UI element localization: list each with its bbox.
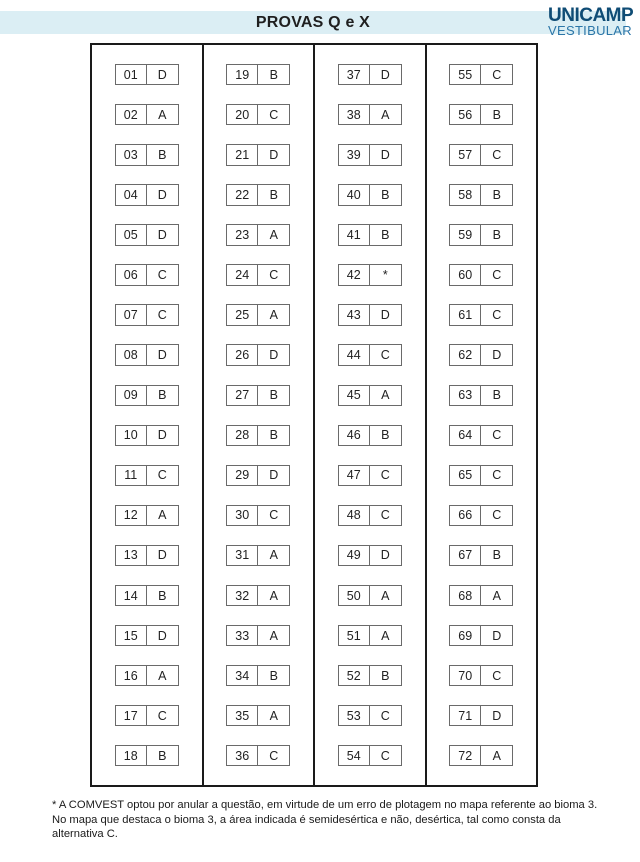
- answer-item: [115, 665, 179, 686]
- answer-letter: B: [269, 67, 278, 82]
- question-number: 61: [450, 305, 481, 324]
- question-number: 01: [116, 65, 147, 84]
- answer-item: [449, 545, 513, 566]
- answer-item: [226, 64, 290, 85]
- answer-item: [226, 625, 290, 646]
- question-number: 22: [227, 185, 258, 204]
- answer-letter: B: [381, 668, 390, 683]
- answer-letter: D: [380, 67, 390, 82]
- answer-letter: C: [380, 748, 390, 763]
- answer-letter: D: [157, 187, 167, 202]
- answer-letter: C: [492, 308, 502, 323]
- answer-item: [449, 104, 513, 125]
- answer-item: [115, 745, 179, 766]
- question-number: 14: [116, 586, 147, 605]
- answer-letter: D: [157, 227, 167, 242]
- answer-letter: D: [157, 428, 167, 443]
- answer-item: [449, 465, 513, 486]
- answer-letter: D: [380, 308, 390, 323]
- answer-item: [115, 184, 179, 205]
- question-number: 70: [450, 666, 481, 685]
- unicamp-logo: [548, 0, 632, 37]
- answer-letter: B: [158, 388, 167, 403]
- answer-item: [449, 184, 513, 205]
- answer-item: [115, 545, 179, 566]
- logo-subtitle: VESTIBULAR: [548, 23, 632, 38]
- answer-letter: A: [269, 628, 278, 643]
- question-number: 32: [227, 586, 258, 605]
- answer-letter: D: [380, 147, 390, 162]
- question-number: 40: [339, 185, 370, 204]
- question-number: 09: [116, 386, 147, 405]
- answer-item: [338, 625, 402, 646]
- answer-item: [449, 304, 513, 325]
- question-number: 71: [450, 706, 481, 725]
- question-number: 11: [116, 466, 147, 485]
- answer-item: [115, 505, 179, 526]
- answer-letter: B: [269, 187, 278, 202]
- footnote: * A COMVEST optou por anular a questão, em virtude de um erro de plotagem no mapa referente ao bioma 3. No mapa que destaca o bioma 3, a área indicada é semidesértica e não, desértica, tal como consta da alternativa C.: [52, 799, 598, 840]
- question-number: 04: [116, 185, 147, 204]
- question-number: 72: [450, 746, 481, 765]
- answer-letter: B: [269, 388, 278, 403]
- answer-item: [338, 545, 402, 566]
- answer-item: [338, 104, 402, 125]
- answer-letter: A: [492, 588, 501, 603]
- answer-item: [226, 385, 290, 406]
- question-number: 13: [116, 546, 147, 565]
- question-number: 15: [116, 626, 147, 645]
- answer-item: [449, 264, 513, 285]
- answer-letter: A: [158, 107, 167, 122]
- answer-item: [115, 585, 179, 606]
- question-number: 41: [339, 225, 370, 244]
- answer-item: [449, 344, 513, 365]
- answer-letter: B: [158, 147, 167, 162]
- answer-letter: B: [492, 388, 501, 403]
- answer-item: [338, 184, 402, 205]
- answer-letter: B: [381, 227, 390, 242]
- answer-letter: B: [158, 748, 167, 763]
- question-number: 53: [339, 706, 370, 725]
- answer-item: [115, 425, 179, 446]
- question-number: 52: [339, 666, 370, 685]
- question-number: 69: [450, 626, 481, 645]
- answer-letter: B: [269, 668, 278, 683]
- question-number: 31: [227, 546, 258, 565]
- answer-letter: D: [157, 67, 167, 82]
- question-number: 34: [227, 666, 258, 685]
- question-number: 20: [227, 105, 258, 124]
- answer-letter: D: [492, 348, 502, 363]
- answer-item: [449, 505, 513, 526]
- answer-letter: B: [492, 227, 501, 242]
- question-number: 56: [450, 105, 481, 124]
- answer-key-grid: [90, 43, 538, 787]
- answer-item: [449, 665, 513, 686]
- answer-item: [115, 144, 179, 165]
- question-number: 17: [116, 706, 147, 725]
- answer-item: [226, 665, 290, 686]
- question-number: 02: [116, 105, 147, 124]
- answer-item: [226, 224, 290, 245]
- answer-item: [338, 745, 402, 766]
- answer-item: [115, 104, 179, 125]
- answer-letter: D: [269, 468, 279, 483]
- answer-item: [115, 385, 179, 406]
- question-number: 25: [227, 305, 258, 324]
- question-number: 67: [450, 546, 481, 565]
- question-number: 63: [450, 386, 481, 405]
- answer-item: [226, 184, 290, 205]
- answer-item: [449, 745, 513, 766]
- answer-letter: A: [269, 227, 278, 242]
- answer-item: [115, 705, 179, 726]
- answer-item: [338, 264, 402, 285]
- question-number: 07: [116, 305, 147, 324]
- answer-letter: B: [492, 107, 501, 122]
- question-number: 30: [227, 506, 258, 525]
- question-number: 60: [450, 265, 481, 284]
- question-number: 58: [450, 185, 481, 204]
- question-number: 38: [339, 105, 370, 124]
- question-number: 65: [450, 466, 481, 485]
- answer-letter: C: [380, 708, 390, 723]
- answer-letter: D: [157, 348, 167, 363]
- answer-item: [338, 344, 402, 365]
- answer-item: [226, 425, 290, 446]
- question-number: 28: [227, 426, 258, 445]
- question-number: 36: [227, 746, 258, 765]
- answer-item: [338, 144, 402, 165]
- answer-item: [226, 705, 290, 726]
- answer-item: [449, 144, 513, 165]
- question-number: 03: [116, 145, 147, 164]
- question-number: 51: [339, 626, 370, 645]
- answer-item: [338, 505, 402, 526]
- answer-item: [226, 585, 290, 606]
- answer-item: [338, 64, 402, 85]
- question-number: 35: [227, 706, 258, 725]
- answer-item: [338, 385, 402, 406]
- answer-item: [338, 425, 402, 446]
- answer-item: [449, 625, 513, 646]
- question-number: 21: [227, 145, 258, 164]
- question-number: 54: [339, 746, 370, 765]
- page-title: PROVAS Q e X: [255, 14, 371, 31]
- question-number: 44: [339, 345, 370, 364]
- answer-letter: B: [381, 428, 390, 443]
- question-number: 23: [227, 225, 258, 244]
- answer-letter: A: [381, 107, 390, 122]
- question-number: 43: [339, 305, 370, 324]
- answer-letter: A: [269, 548, 278, 563]
- answer-column: [315, 45, 427, 785]
- answer-letter: C: [157, 268, 167, 282]
- answer-item: [226, 264, 290, 285]
- question-number: 27: [227, 386, 258, 405]
- answer-item: [338, 665, 402, 686]
- answer-letter: A: [381, 628, 390, 643]
- answer-letter: A: [492, 748, 501, 763]
- question-number: 12: [116, 506, 147, 525]
- answer-letter: A: [381, 588, 390, 603]
- answer-item: [338, 585, 402, 606]
- answer-item: [449, 705, 513, 726]
- answer-item: [449, 224, 513, 245]
- answer-item: [115, 64, 179, 85]
- answer-letter: C: [492, 147, 502, 162]
- answer-letter: A: [158, 508, 167, 523]
- question-number: 59: [450, 225, 481, 244]
- answer-item: [115, 344, 179, 365]
- answer-letter: A: [269, 588, 278, 603]
- answer-column: [427, 45, 537, 785]
- answer-letter: B: [269, 428, 278, 443]
- answer-column: [204, 45, 316, 785]
- answer-item: [338, 705, 402, 726]
- answer-letter: D: [492, 708, 502, 723]
- question-number: 57: [450, 145, 481, 164]
- answer-item: [449, 425, 513, 446]
- answer-item: [226, 465, 290, 486]
- answer-item: [115, 625, 179, 646]
- answer-letter: D: [269, 147, 279, 162]
- answer-letter: C: [269, 508, 279, 523]
- answer-letter: D: [157, 628, 167, 643]
- question-number: 29: [227, 466, 258, 485]
- answer-letter: C: [269, 748, 279, 763]
- question-number: 24: [227, 265, 258, 284]
- answer-letter: B: [492, 548, 501, 563]
- question-number: 05: [116, 225, 147, 244]
- answer-letter: C: [492, 268, 502, 282]
- answer-item: [449, 585, 513, 606]
- question-number: 39: [339, 145, 370, 164]
- question-number: 47: [339, 466, 370, 485]
- question-number: 50: [339, 586, 370, 605]
- question-number: 64: [450, 426, 481, 445]
- question-number: 10: [116, 426, 147, 445]
- question-number: 18: [116, 746, 147, 765]
- answer-item: [115, 304, 179, 325]
- answer-item: [115, 264, 179, 285]
- question-number: 42: [339, 265, 370, 284]
- answer-letter: C: [380, 468, 390, 483]
- answer-letter: C: [380, 508, 390, 523]
- answer-item: [226, 144, 290, 165]
- answer-letter: C: [157, 468, 167, 483]
- question-number: 16: [116, 666, 147, 685]
- answer-letter: C: [157, 708, 167, 723]
- answer-letter: C: [492, 428, 502, 443]
- answer-letter: C: [269, 268, 279, 282]
- answer-item: [226, 545, 290, 566]
- answer-item: [115, 465, 179, 486]
- answer-item: [226, 104, 290, 125]
- answer-letter: B: [158, 588, 167, 603]
- question-number: 62: [450, 345, 481, 364]
- question-number: 66: [450, 506, 481, 525]
- answer-item: [115, 224, 179, 245]
- question-number: 33: [227, 626, 258, 645]
- question-number: 48: [339, 506, 370, 525]
- logo-wordmark: UNICAMP: [548, 5, 634, 26]
- answer-letter: A: [269, 708, 278, 723]
- answer-letter: D: [157, 548, 167, 563]
- answer-column: [92, 45, 204, 785]
- question-number: 08: [116, 345, 147, 364]
- answer-letter: C: [269, 107, 279, 122]
- answer-item: [226, 745, 290, 766]
- answer-letter: D: [492, 628, 502, 643]
- answer-item: [449, 385, 513, 406]
- answer-item: [226, 344, 290, 365]
- question-number: 45: [339, 386, 370, 405]
- question-number: 46: [339, 426, 370, 445]
- answer-letter: D: [380, 548, 390, 563]
- answer-letter: C: [492, 668, 502, 683]
- answer-item: [449, 64, 513, 85]
- question-number: 49: [339, 546, 370, 565]
- question-number: 68: [450, 586, 481, 605]
- question-number: 55: [450, 65, 481, 84]
- answer-item: [338, 304, 402, 325]
- question-number: 37: [339, 65, 370, 84]
- answer-letter: C: [157, 308, 167, 323]
- answer-letter: *: [382, 268, 388, 282]
- answer-letter: B: [492, 187, 501, 202]
- answer-letter: C: [380, 348, 390, 363]
- answer-letter: B: [381, 187, 390, 202]
- answer-letter: C: [492, 67, 502, 82]
- answer-letter: A: [381, 388, 390, 403]
- answer-letter: D: [269, 348, 279, 363]
- question-number: 26: [227, 345, 258, 364]
- question-number: 06: [116, 265, 147, 284]
- answer-item: [338, 224, 402, 245]
- answer-letter: A: [269, 308, 278, 323]
- answer-item: [338, 465, 402, 486]
- answer-letter: C: [492, 508, 502, 523]
- answer-letter: C: [492, 468, 502, 483]
- question-number: 19: [227, 65, 258, 84]
- answer-item: [226, 505, 290, 526]
- answer-item: [226, 304, 290, 325]
- answer-letter: A: [158, 668, 167, 683]
